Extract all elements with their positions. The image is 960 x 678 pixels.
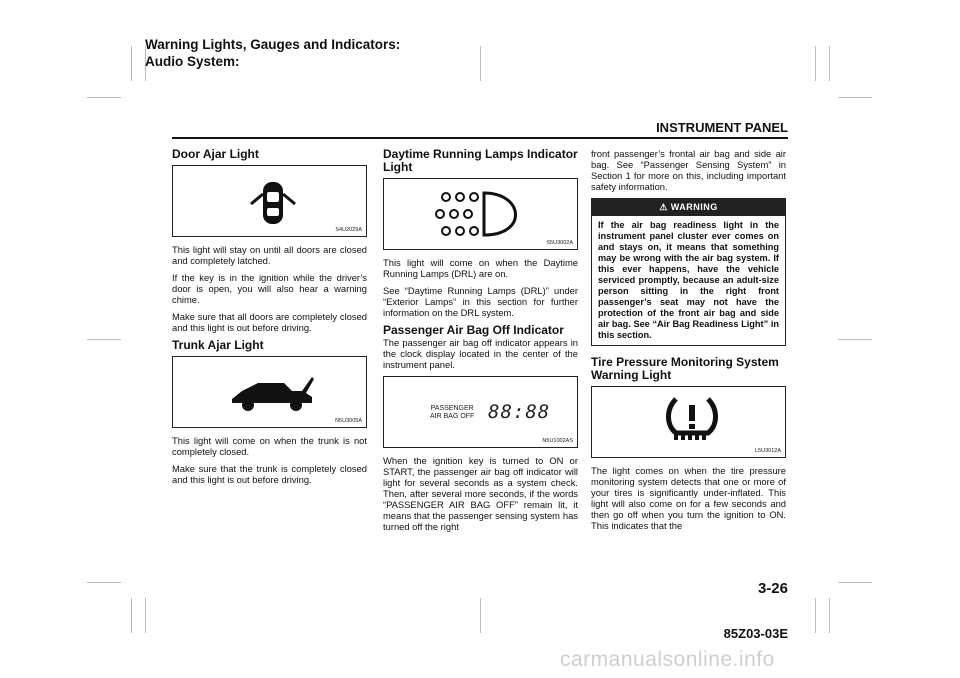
watermark: carmanualsonline.info [560,648,775,671]
tpms-heading: Tire Pressure Monitoring System Warning Light [591,355,779,382]
tpms-figure [591,386,786,458]
paragraph: This light will stay on until all doors are closed and completely latched. [172,244,367,266]
figure-code: S5U3002A [546,240,573,246]
crop-mark [480,46,481,81]
column-1 [172,148,367,491]
passenger-airbag-heading: Passenger Air Bag Off Indicator [383,323,564,337]
figure-code: N5U3005A [335,418,362,424]
section-header: Warning Lights, Gauges and Indicators: Audio System: [145,37,401,69]
trunk-ajar-icon [228,371,318,415]
crop-mark [131,598,132,633]
paragraph: Make sure that all doors are completely closed and this light is out before driving. [172,311,367,333]
warning-box [591,198,786,346]
header-rule [172,137,788,139]
paragraph: front passenger’s frontal air bag and side air bag. See “Passenger Sensing System” in Section 1 for more on this, including important safety information. [591,148,786,192]
crop-mark [480,598,481,633]
crop-mark [815,46,816,81]
crop-mark [838,339,872,340]
figure-code: S4U2029A [335,227,362,233]
crop-mark [87,582,121,583]
clock-display: 88:88 [488,401,551,423]
crop-mark [815,598,816,633]
paragraph: See “Daytime Running Lamps (DRL)” under “Exterior Lamps” in this section for further information on the DRL system. [383,285,578,318]
paragraph: The light comes on when the tire pressure monitoring system detects that one or more of your tires is significantly under-inflated. This light will also come on for a few seconds and then go off when you turn the ignition to ON. This indicates that the [591,465,786,531]
warning-triangle-icon: ⚠ [659,202,668,212]
figure-code: L5U3012A [755,448,781,454]
crop-mark [829,598,830,633]
warning-text: If the air bag readiness light in the instrument panel cluster ever comes on and stays on, it means that something may be wrong with the air bag system. If this ever happens, have the vehicle serviced promptly, because an adult-size person sitting in the right front passenger’s seat may not have the protection of the front air bag and side air bag. See “Air Bag Readiness Light” in this section. [598,220,779,340]
door-ajar-icon [243,172,303,232]
page-number: 3-26 [757,580,788,597]
warning-header: ⚠ WARNING [592,199,785,216]
paragraph: This light will come on when the Daytime Running Lamps (DRL) are on. [383,257,578,279]
door-ajar-heading: Door Ajar Light [172,147,259,161]
tire-pressure-icon [664,395,720,447]
paragraph: This light will come on when the trunk is not completely closed. [172,435,367,457]
column-2 [383,148,578,538]
paragraph: If the key is in the ignition while the driver’s door is open, you will also hear a warning chime. [172,272,367,305]
drl-heading: Daytime Running Lamps Indicator Light [383,147,578,174]
crop-mark [838,97,872,98]
drl-icon [434,187,534,243]
crop-mark [87,339,121,340]
paragraph: When the ignition key is turned to ON or START, the passenger air bag off indicator will light for several seconds as a system check. Then, after several more seconds, if the words “PASSENGER AIR BAG OFF” remain lit, it means that the passenger sensing system has turned off the right [383,455,578,532]
chapter-title: INSTRUMENT PANEL [656,120,788,135]
paragraph: Make sure that the trunk is completely closed and this light is out before driving. [172,463,367,485]
paragraph: The passenger air bag off indicator appears in the clock display located in the center of the instrument panel. [383,337,578,370]
passenger-airbag-figure [383,376,578,448]
crop-mark [87,97,121,98]
document-code: 85Z03-03E [723,626,788,641]
airbag-off-label: PASSENGER AIR BAG OFF [430,405,475,420]
trunk-ajar-heading: Trunk Ajar Light [172,338,264,352]
trunk-ajar-figure [172,356,367,428]
crop-mark [145,598,146,633]
drl-figure [383,178,578,250]
figure-code: N5U1002AS [542,438,573,444]
column-3 [591,148,786,537]
crop-mark [838,582,872,583]
crop-mark [829,46,830,81]
door-ajar-figure [172,165,367,237]
crop-mark [131,46,132,81]
